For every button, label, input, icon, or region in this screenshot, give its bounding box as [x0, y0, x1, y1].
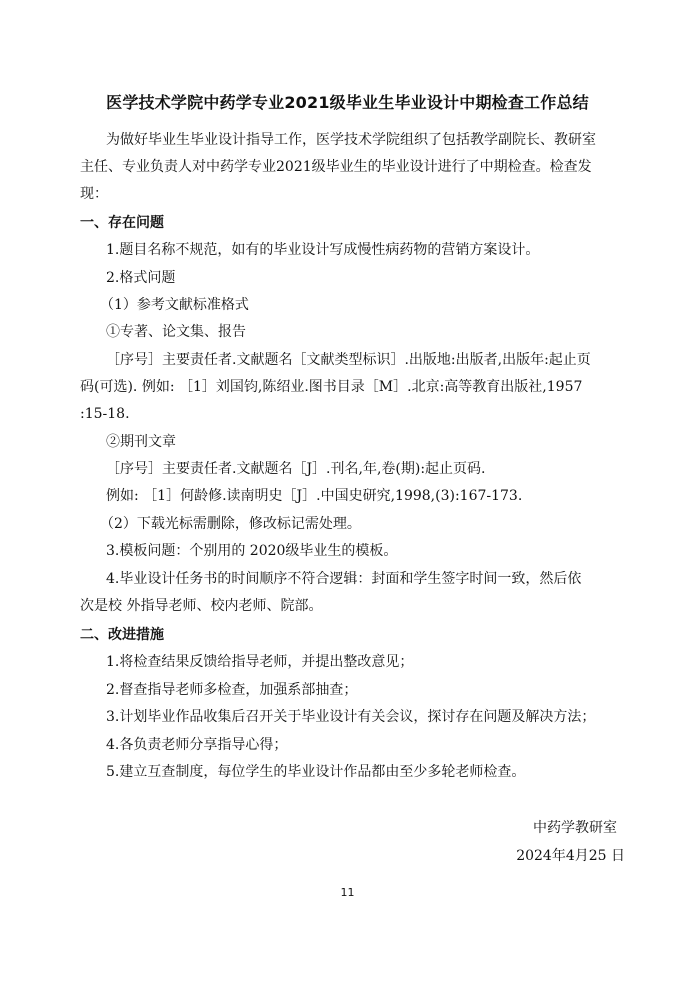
- section-heading-measures: 二、改进措施: [80, 627, 164, 643]
- measure-item-2: 2.督查指导老师多检查，加强系部抽查；: [106, 682, 358, 698]
- problem-item-1: 1.题目名称不规范，如有的毕业设计写成慢性病药物的营销方案设计。: [106, 242, 540, 258]
- measure-item-5: 5.建立互查制度，每位学生的毕业设计作品都由至少多轮老师检查。: [106, 764, 526, 780]
- problem-item-3: 3.模板问题：个别用的 2020级毕业生的模板。: [106, 543, 398, 559]
- journal-example-line: 例如: ［1］何龄修.读南明史［J］.中国史研究,1998,(3):167-173.: [106, 488, 523, 504]
- measure-item-3: 3.计划毕业作品收集后召开关于毕业设计有关会议，探讨存在问题及解决方法；: [106, 709, 596, 725]
- section-heading-problems: 一、存在问题: [80, 215, 164, 231]
- intro-line-3: 现：: [80, 186, 108, 202]
- problem-item-4-line-1: 4.毕业设计任务书的时间顺序不符合逻辑：封面和学生签字时间一致，然后依: [106, 571, 582, 587]
- page-number: 11: [340, 886, 355, 899]
- document-title: 医学技术学院中药学专业2021级毕业生毕业设计中期检查工作总结: [106, 93, 589, 112]
- intro-line-1: 为做好毕业生毕业设计指导工作，医学技术学院组织了包括教学副院长、教研室: [106, 132, 596, 148]
- journal-format-line: ［序号］主要责任者.文献题名［J］.刊名,年,卷(期):起止页码.: [106, 461, 486, 477]
- intro-line-2: 主任、专业负责人对中药学专业2021级毕业生的毕业设计进行了中期检查。检查发: [80, 159, 592, 175]
- problem-sub-1: （1）参考文献标准格式: [100, 297, 249, 313]
- problem-sub-1a: ①专著、论文集、报告: [106, 324, 246, 340]
- problem-sub-2: （2）下载光标需删除，修改标记需处理。: [100, 516, 361, 532]
- measure-item-1: 1.将检查结果反馈给指导老师，并提出整改意见；: [106, 654, 414, 670]
- signature-date: 2024年4月25 日: [516, 848, 625, 864]
- reference-format-line-2: 码(可选). 例如: ［1］刘国钧,陈绍业.图书目录［M］.北京:高等教育出版社,1957: [80, 379, 583, 395]
- reference-format-line-1: ［序号］主要责任者.文献题名［文献类型标识］.出版地:出版者,出版年:起止页: [106, 352, 591, 368]
- problem-sub-1b: ②期刊文章: [106, 434, 176, 450]
- reference-format-line-3: :15-18.: [80, 406, 130, 422]
- problem-item-2: 2.格式问题: [106, 270, 176, 286]
- signature-office: 中药学教研室: [533, 820, 617, 836]
- measure-item-4: 4.各负责老师分享指导心得；: [106, 737, 288, 753]
- problem-item-4-line-2: 次是校 外指导老师、校内老师、院部。: [80, 598, 323, 614]
